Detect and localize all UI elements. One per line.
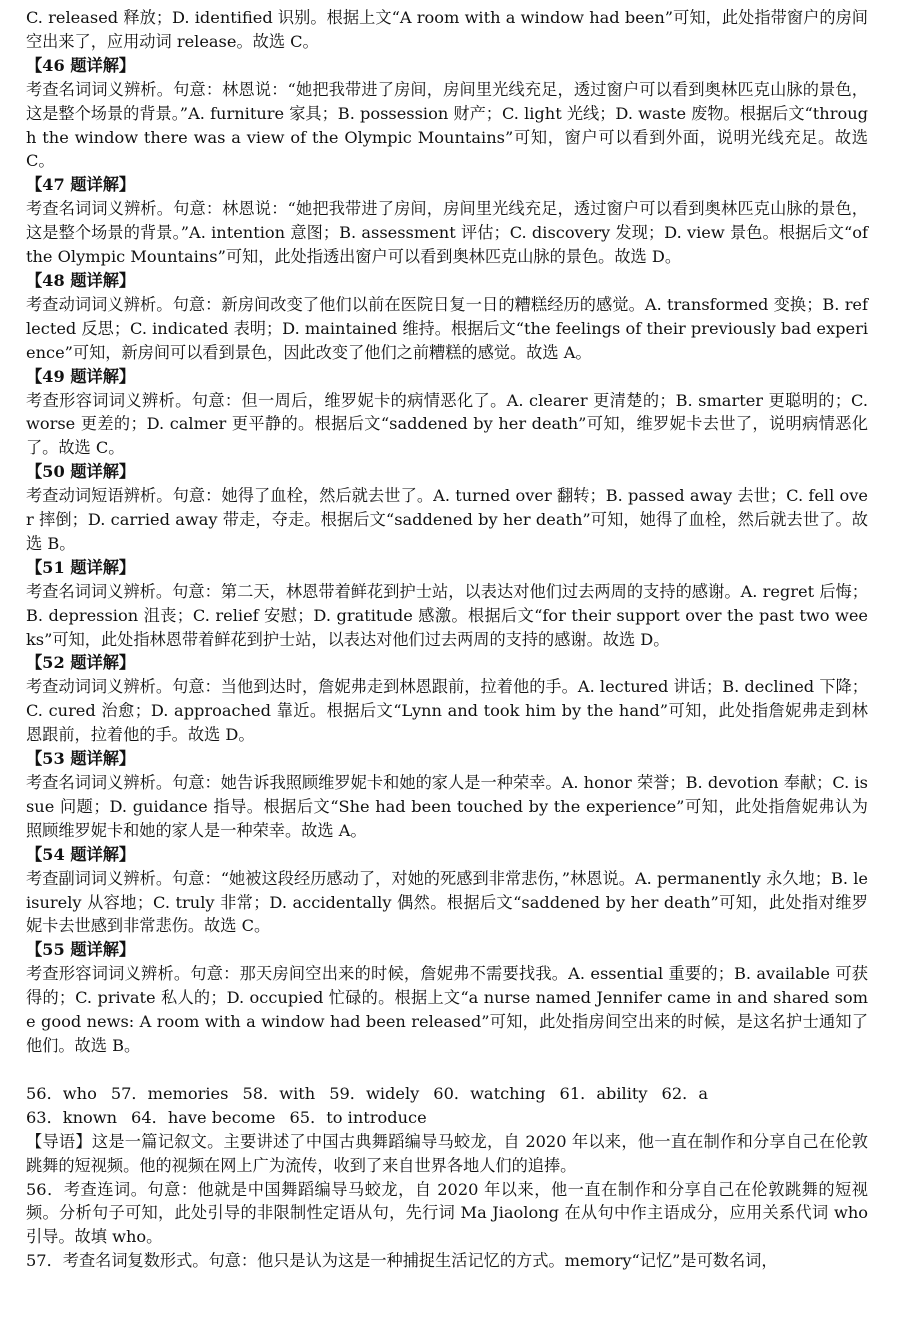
question-heading: 【51 题详解】 xyxy=(26,557,136,577)
answer-item: 56．who xyxy=(26,1083,97,1103)
answer-item: 61．ability xyxy=(559,1083,648,1103)
explanation-paragraph: 考查形容词词义辨析。句意：那天房间空出来的时候，詹妮弗不需要找我。A. essential 重要的；B. available 可获得的；C. private 私人的；D. occupied 忙碌的。根据上文“a nurse named Jennifer came in and shared some good news: A room with a window had been released”可知，此处指房间空出来的时候，是这名护士通知了他们。故选 B。 xyxy=(26,964,868,1055)
question-heading: 【50 题详解】 xyxy=(26,462,136,482)
question-heading: 【49 题详解】 xyxy=(26,366,136,386)
explanation-paragraph: 考查名词词义辨析。句意：第二天，林恩带着鲜花到护士站，以表达对他们过去两周的支持的感谢。A. regret 后悔；B. depression 沮丧；C. relief 安慰；D. gratitude 感激。根据后文“for their support over the past two weeks”可知，此处指林恩带着鲜花到护士站，以表达对他们过去两周的支持的感谢。故选 D。 xyxy=(26,581,868,649)
explanation-paragraph: 考查动词词义辨析。句意：新房间改变了他们以前在医院日复一日的糟糕经历的感觉。A. transformed 变换；B. reflected 反思；C. indicated 表明；D. maintained 维持。根据后文“the feelings of their previously bad experience”可知，新房间可以看到景色，因此改变了他们之前糟糕的感觉。故选 A。 xyxy=(26,294,868,362)
question-heading: 【46 题详解】 xyxy=(26,55,136,75)
explanation-paragraph: 考查副词词义辨析。句意：“她被这段经历感动了，对她的死感到非常悲伤，”林恩说。A. permanently 永久地；B. leisurely 从容地；C. truly 非常；D. accidentally 偶然。根据后文“saddened by her death”可知，此处指对维罗妮卡去世感到非常悲伤。故选 C。 xyxy=(26,868,868,936)
spacer xyxy=(26,1058,868,1082)
answer-item: 59．widely xyxy=(329,1083,420,1103)
answer-item: 65．to introduce xyxy=(289,1107,427,1127)
answer-item: 58．with xyxy=(242,1083,316,1103)
answer-item: 64．have become xyxy=(131,1107,276,1127)
question-heading: 【54 题详解】 xyxy=(26,844,136,864)
answer-key xyxy=(26,1082,868,1130)
explanation-paragraph: 考查名词词义辨析。句意：林恩说：“她把我带进了房间，房间里光线充足，透过窗户可以看到奥林匹克山脉的景色，这是整个场景的背景。”A. furniture 家具；B. possession 财产；C. light 光线；D. waste 废物。根据后文“through the window there was a view of the Olympic Mountains”可知，窗户可以看到外面，说明光线充足。故选 C。 xyxy=(26,79,868,171)
explanation-paragraph: 【导语】这是一篇记叙文。主要讲述了中国古典舞蹈编导马蛟龙，自 2020 年以来，他一直在制作和分享自己在伦敦跳舞的短视频。他的视频在网上广为流传，收到了来自世界各地人们的追捧。 xyxy=(26,1131,868,1175)
question-heading: 【52 题详解】 xyxy=(26,653,136,673)
answer-item: 63．known xyxy=(26,1107,118,1127)
question-heading: 【53 题详解】 xyxy=(26,749,136,769)
explanation-paragraph: 考查名词词义辨析。句意：她告诉我照顾维罗妮卡和她的家人是一种荣幸。A. honor 荣誉；B. devotion 奉献；C. issue 问题；D. guidance 指导。根据后文“She had been touched by the experience”可知，此处指詹妮弗认为照顾维罗妮卡和她的家人是一种荣幸。故选 A。 xyxy=(26,773,868,840)
answer-item: 60．watching xyxy=(433,1083,546,1103)
explanation-paragraph: C. released 释放；D. identified 识别。根据上文“A room with a window had been”可知，此处指带窗户的房间空出来了，应用动词 release。故选 C。 xyxy=(26,8,868,51)
question-heading: 【48 题详解】 xyxy=(26,270,136,290)
answer-line xyxy=(26,1082,868,1106)
explanation-paragraph: 56．考查连词。句意：他就是中国舞蹈编导马蛟龙，自 2020 年以来，他一直在制作和分享自己在伦敦跳舞的短视频。分析句子可知，此处引导的非限制性定语从句，先行词 Ma Jiaolong 在从句中作主语成分，应用关系代词 who 引导。故填 who。 xyxy=(26,1179,868,1247)
question-heading: 【55 题详解】 xyxy=(26,940,136,960)
question-heading: 【47 题详解】 xyxy=(26,175,136,195)
document-page xyxy=(26,6,868,1273)
answer-item: 57．memories xyxy=(110,1083,229,1103)
explanation-paragraph: 考查动词短语辨析。句意：她得了血栓，然后就去世了。A. turned over 翻转；B. passed away 去世；C. fell over 摔倒；D. carried away 带走，夺走。根据后文“saddened by her death”可知，她得了血栓，然后就去世了。故选 B。 xyxy=(26,486,868,553)
answer-line xyxy=(26,1106,868,1130)
explanation-paragraph: 考查动词词义辨析。句意：当他到达时，詹妮弗走到林恩跟前，拉着他的手。A. lectured 讲话；B. declined 下降；C. cured 治愈；D. approached 靠近。根据后文“Lynn and took him by the hand”可知，此处指詹妮弗走到林恩跟前，拉着他的手。故选 D。 xyxy=(26,677,868,745)
answer-item: 62．a xyxy=(661,1083,708,1103)
explanation-paragraph: 57．考查名词复数形式。句意：他只是认为这是一种捕捉生活记忆的方式。memory“记忆”是可数名词， xyxy=(26,1251,778,1271)
explanation-paragraph: 考查名词词义辨析。句意：林恩说：“她把我带进了房间，房间里光线充足，透过窗户可以看到奥林匹克山脉的景色，这是整个场景的背景。”A. intention 意图；B. assessment 评估；C. discovery 发现；D. view 景色。根据后文“of the Olympic Mountains”可知，此处指透出窗户可以看到奥林匹克山脉的景色。故选 D。 xyxy=(26,199,868,267)
explanation-paragraph: 考查形容词词义辨析。句意：但一周后，维罗妮卡的病情恶化了。A. clearer 更清楚的；B. smarter 更聪明的；C. worse 更差的；D. calmer 更平静的。根据后文“saddened by her death”可知，维罗妮卡去世了，说明病情恶化了。故选 C。 xyxy=(26,390,868,458)
